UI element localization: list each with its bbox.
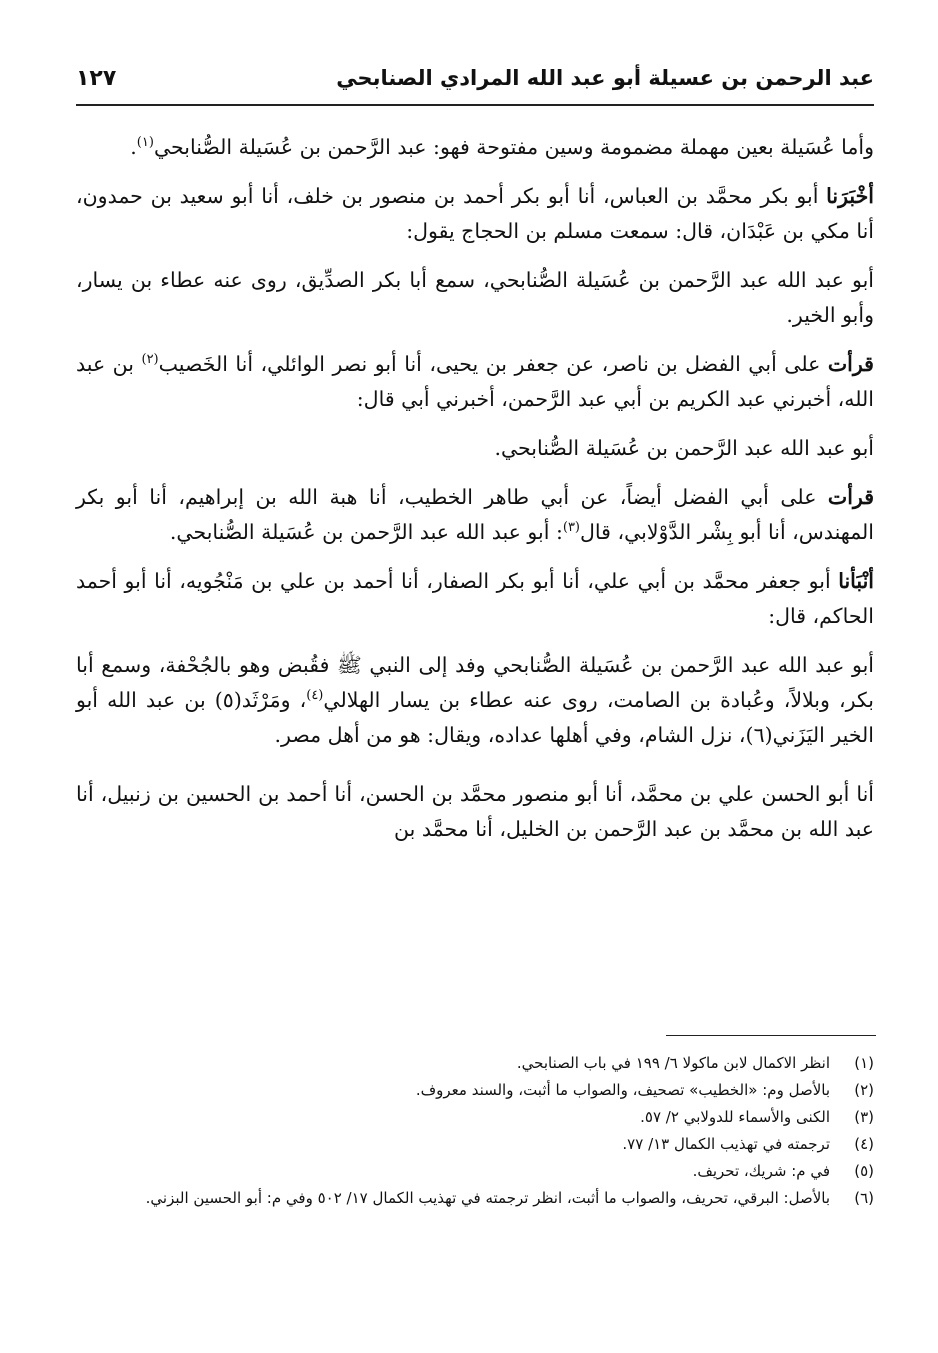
footnote-text: في م: شريك، تحريف. [692, 1162, 830, 1180]
paragraph-7: أنْبَأنا أبو جعفر محمَّد بن أبي علي، أنا أبو بكر الصفار، أنا أحمد بن علي بن مَنْجُويه، أنا أبو أحمد الحاكم، قال: [76, 569, 874, 628]
paragraph-6: قرأت على أبي الفضل أيضاً، عن أبي طاهر الخطيب، أنا هبة الله بن إبراهيم، أنا أبو بكر المهندس، أنا أبو بِشْر الدَّوْلابي، قال$^{(٣)}$: أبو عبد الله عبد الرَّحمن بن عُسَيلة الصُّنابحي. [76, 485, 874, 544]
paragraph-2: أخْبَرَنا أبو بكر محمَّد بن العباس، أنا أبو بكر أحمد بن منصور بن خلف، أنا أبو سعيد بن حمدون، أنا مكي بن عَبْدَان، قال: سمعت مسلم بن الحجاج يقول: [76, 184, 874, 243]
footnote-number: (٣) [854, 1108, 874, 1126]
footnote-number: (٤) [854, 1135, 874, 1153]
main-text [76, 130, 874, 861]
footnote-text: بالأصل وم: «الخطيب» تصحيف، والصواب ما أثبت، والسند معروف. [415, 1081, 830, 1099]
footnote [76, 1187, 874, 1210]
footnote-number: (٦) [854, 1189, 874, 1207]
footnote-text: ترجمته في تهذيب الكمال ١٣/ ٧٧. [622, 1135, 830, 1153]
footnote [76, 1052, 874, 1075]
paragraph-9: أنا أبو الحسن علي بن محمَّد، أنا أبو منصور محمَّد بن الحسن، أنا أحمد بن الحسين بن زنبيل، أنا عبد الله بن محمَّد بن عبد الرَّحمن بن الخليل، أنا محمَّد بن [76, 782, 874, 841]
lead-word: قرأت [827, 352, 874, 376]
footnote-number: (١) [854, 1054, 874, 1072]
footnote [76, 1079, 874, 1102]
running-header [76, 58, 874, 106]
footnote [76, 1133, 874, 1156]
paragraph-1: وأما عُسَيلة بعين مهملة مضمومة وسين مفتوحة فهو: عبد الرَّحمن بن عُسَيلة الصُّنابحي$^{(١)}$. [130, 135, 874, 159]
footnote-ref-4: (٤) [306, 688, 324, 704]
footnotes [76, 1052, 874, 1214]
footnote-text: الكنى والأسماء للدولابي ٢/ ٥٧. [640, 1108, 830, 1126]
paragraph-8: أبو عبد الله عبد الرَّحمن بن عُسَيلة الصُّنابحي وفد إلى النبي ﷺ فقُبض وهو بالجُحْفة، وسمع أبا بكر، وبلالاً، وعُبادة بن الصامت، روى عنه عطاء بن يسار الهلالي$^{(٤)}$، ومَرْثَد(٥) بن عبد الله أبو الخير اليَزَني(٦)، نزل الشام، وفي أهلها عداده، ويقال: هو من أهل مصر. [76, 653, 874, 747]
footnote-ref-3: (٣) [562, 520, 580, 536]
footnote-text: انظر الاكمال لابن ماكولا ٦/ ١٩٩ في باب الصنابحي. [516, 1054, 830, 1072]
lead-word: أخْبَرَنا [826, 184, 874, 208]
lead-word: قرأت [827, 485, 874, 509]
page-number: ١٢٧ [76, 66, 117, 91]
footnote [76, 1160, 874, 1183]
footnote-number: (٥) [854, 1162, 874, 1180]
paragraph-4: قرأت على أبي الفضل بن ناصر، عن جعفر بن يحيى، أنا أبو نصر الوائلي، أنا الخَصيب$^{(٢)}$ بن عبد الله، أخبرني عبد الكريم بن أبي عبد الرَّحمن، أخبرني أبي قال: [76, 352, 874, 411]
footnote [76, 1106, 874, 1129]
footnote-ref-2: (٢) [141, 352, 159, 368]
footnote-text: بالأصل: البرقي، تحريف، والصواب ما أثبت، انظر ترجمته في تهذيب الكمال ١٧/ ٥٠٢ وفي م: أبو الحسين البزني. [145, 1189, 830, 1207]
header-title: عبد الرحمن بن عسيلة أبو عبد الله المرادي الصنابحي [336, 66, 874, 90]
footnote-ref-1: (١) [136, 135, 154, 151]
paragraph-5: أبو عبد الله عبد الرَّحمن بن عُسَيلة الصُّنابحي. [494, 436, 874, 460]
footnote-number: (٢) [854, 1081, 874, 1099]
lead-word: أنْبَأنا [838, 569, 874, 593]
footnote-divider [666, 1035, 876, 1036]
paragraph-3: أبو عبد الله عبد الرَّحمن بن عُسَيلة الصُّنابحي، سمع أبا بكر الصدِّيق، روى عنه عطاء بن يسار، وأبو الخير. [76, 268, 874, 327]
